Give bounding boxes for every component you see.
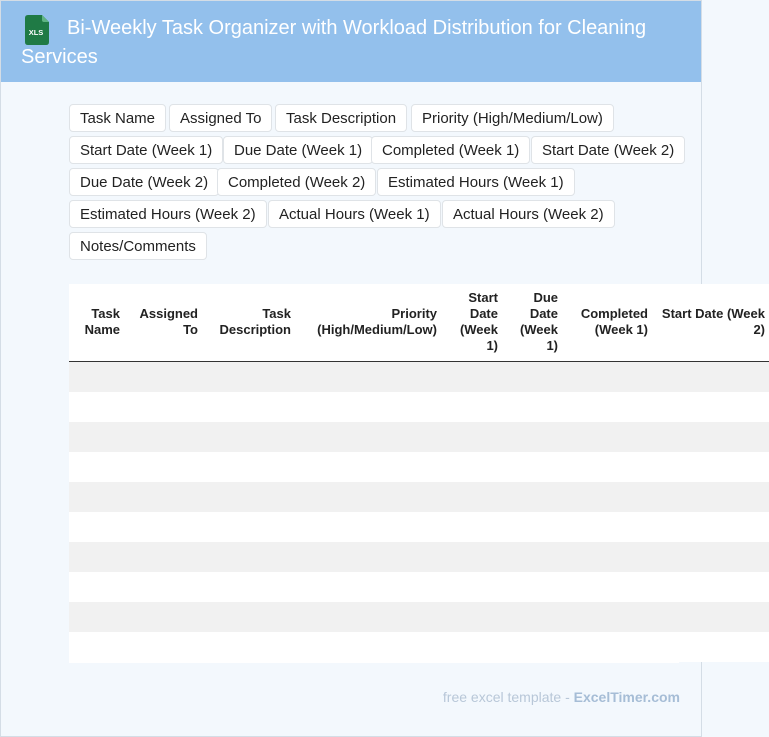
svg-text:XLS: XLS [28,28,44,37]
column-chip[interactable]: Start Date (Week 1) [69,136,223,164]
table-header-row [69,284,769,361]
table-body [69,361,769,662]
column-chip[interactable]: Due Date (Week 1) [223,136,373,164]
footer-credit [443,688,680,706]
column-chip[interactable]: Actual Hours (Week 1) [268,200,441,228]
column-chip[interactable]: Assigned To [169,104,272,132]
page-header [1,1,701,82]
column-chip[interactable]: Task Description [275,104,407,132]
page-title: Bi-Weekly Task Organizer with Workload Distribution for Cleaning Services [21,17,647,68]
table-row [69,572,769,602]
column-chip[interactable]: Task Name [69,104,166,132]
task-table [69,284,769,662]
column-chip[interactable]: Completed (Week 1) [371,136,530,164]
column-header-task-description[interactable]: Task Description [202,284,295,361]
table-row [69,602,769,632]
table-row [69,422,769,452]
table-row [69,542,769,572]
column-header-due-date-week-1[interactable]: Due Date (Week 1) [502,284,562,361]
column-chip[interactable]: Actual Hours (Week 2) [442,200,615,228]
table-row [69,452,769,482]
table-row [69,632,769,662]
column-chip[interactable]: Priority (High/Medium/Low) [411,104,614,132]
footer-brand-link[interactable]: ExcelTimer.com [573,689,680,705]
column-chip[interactable]: Completed (Week 2) [217,168,376,196]
column-chip[interactable]: Start Date (Week 2) [531,136,685,164]
column-chip[interactable]: Estimated Hours (Week 2) [69,200,267,228]
column-chip[interactable]: Due Date (Week 2) [69,168,219,196]
footer-prefix: free excel template - [442,689,570,705]
column-header-priority[interactable]: Priority (High/Medium/Low) [295,284,441,361]
column-chip[interactable]: Notes/Comments [69,232,207,260]
column-header-completed-week-1[interactable]: Completed (Week 1) [562,284,652,361]
column-header-task-name[interactable]: Task Name [69,284,124,361]
column-header-start-date-week-1[interactable]: Start Date (Week 1) [441,284,502,361]
table-row [69,512,769,542]
column-header-start-date-week-2[interactable]: Start Date (Week 2) [652,284,769,361]
table-row [69,361,769,392]
task-table-viewport[interactable] [69,284,765,663]
column-header-assigned-to[interactable]: Assigned To [124,284,202,361]
column-chip[interactable]: Estimated Hours (Week 1) [377,168,575,196]
table-row [69,392,769,422]
table-row [69,482,769,512]
